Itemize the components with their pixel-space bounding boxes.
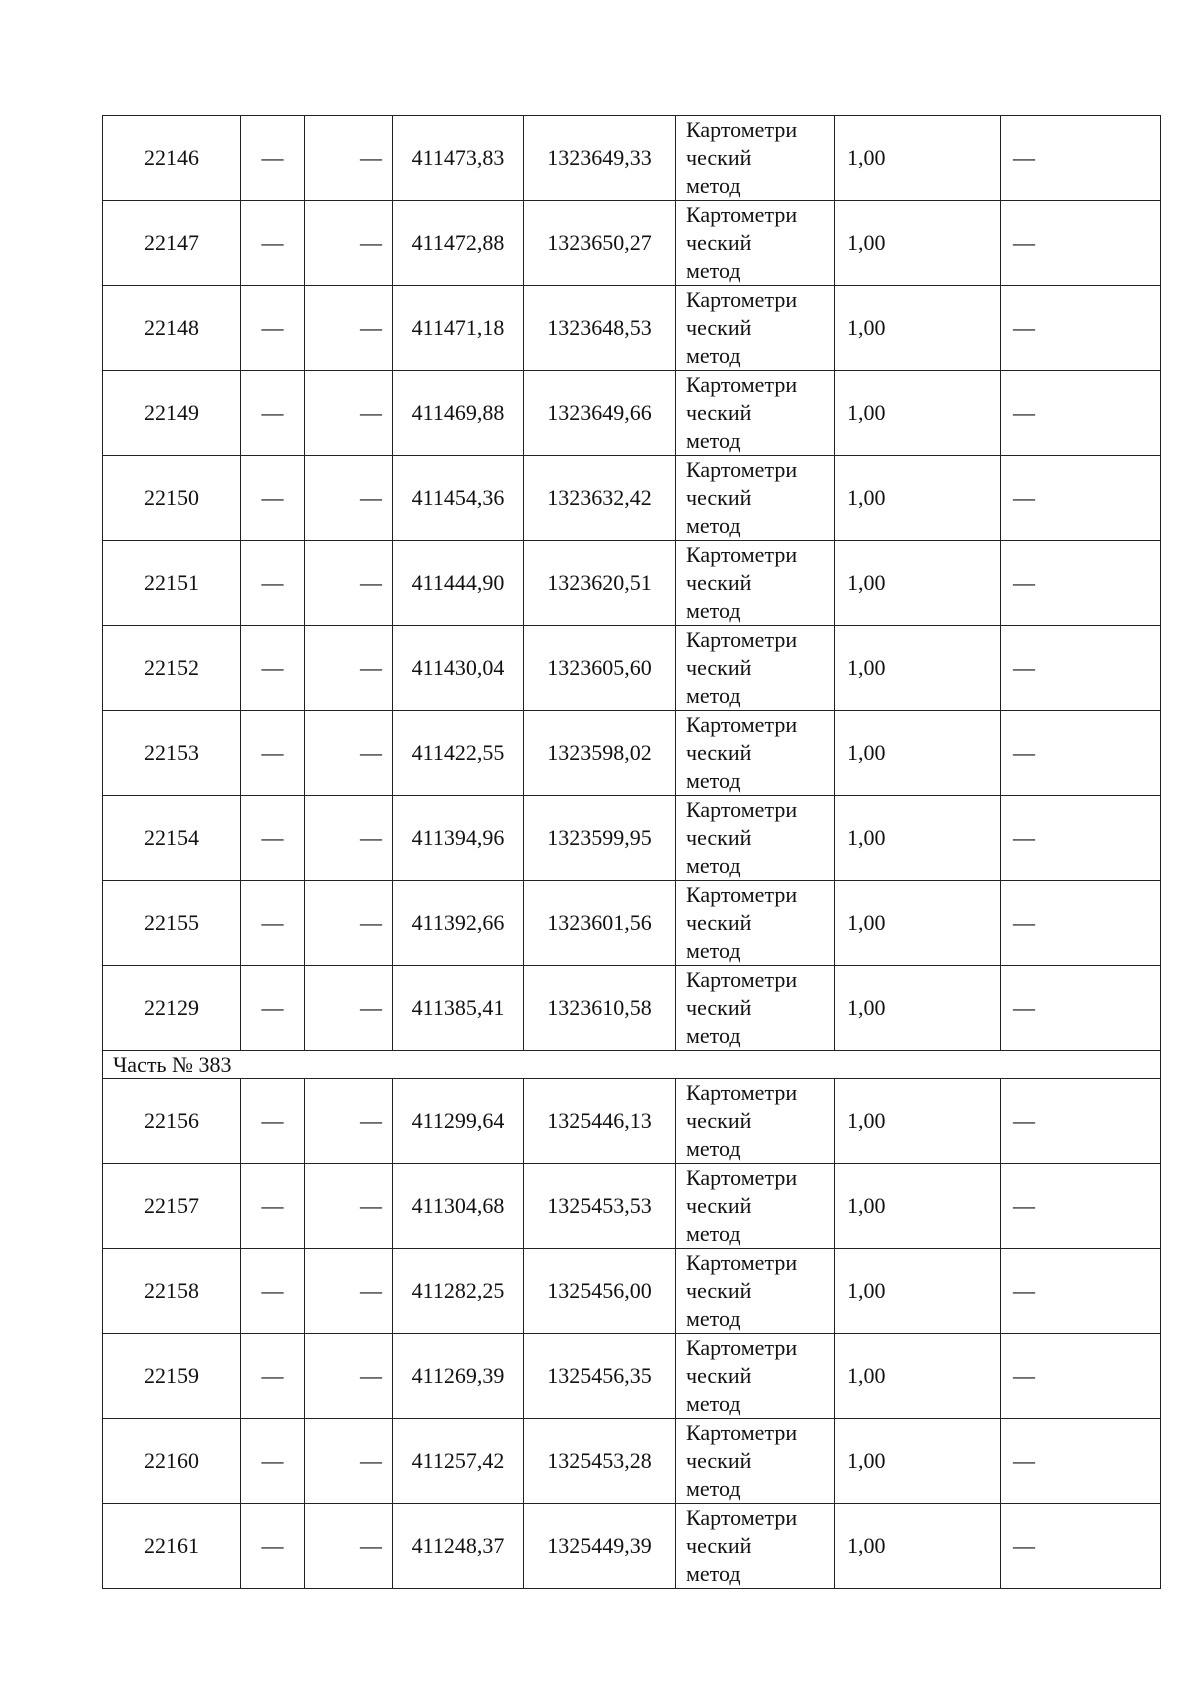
dash-cell: —	[241, 626, 305, 711]
dash-cell: —	[1001, 1164, 1161, 1249]
point-number-cell: 22149	[103, 371, 241, 456]
method-text: Картометри	[686, 1250, 798, 1275]
accuracy-cell: 1,00	[835, 541, 1001, 626]
method-cell	[676, 626, 835, 711]
y-coordinate-cell: 1325446,13	[524, 1079, 676, 1164]
accuracy-cell: 1,00	[835, 626, 1001, 711]
y-coordinate-cell: 1323605,60	[524, 626, 676, 711]
method-cell	[676, 541, 835, 626]
y-coordinate-cell: 1325453,53	[524, 1164, 676, 1249]
method-cell	[676, 1334, 835, 1419]
accuracy-cell: 1,00	[835, 371, 1001, 456]
dash-cell: —	[1001, 456, 1161, 541]
y-coordinate-cell: 1323648,53	[524, 286, 676, 371]
method-text: метод	[686, 1476, 741, 1501]
dash-cell: —	[1001, 201, 1161, 286]
y-coordinate-cell: 1323610,58	[524, 966, 676, 1051]
method-text: Картометри	[686, 882, 798, 907]
point-number-cell: 22154	[103, 796, 241, 881]
dash-cell: —	[1001, 626, 1161, 711]
point-number-cell: 22150	[103, 456, 241, 541]
x-coordinate-cell: 411472,88	[393, 201, 524, 286]
method-text: Картометри	[686, 1335, 798, 1360]
table-row	[103, 1419, 1161, 1504]
method-text: Картометри	[686, 1165, 798, 1190]
dash-cell: —	[305, 1419, 393, 1504]
dash-cell: —	[305, 796, 393, 881]
accuracy-cell: 1,00	[835, 1504, 1001, 1589]
dash-cell: —	[241, 1249, 305, 1334]
dash-cell: —	[241, 796, 305, 881]
table-row	[103, 966, 1161, 1051]
point-number-cell: 22158	[103, 1249, 241, 1334]
dash-cell: —	[305, 371, 393, 456]
x-coordinate-cell: 411269,39	[393, 1334, 524, 1419]
dash-cell: —	[305, 541, 393, 626]
method-text: ческий	[686, 1448, 752, 1473]
point-number-cell: 22153	[103, 711, 241, 796]
dash-cell: —	[305, 1334, 393, 1419]
y-coordinate-cell: 1323650,27	[524, 201, 676, 286]
point-number-cell: 22159	[103, 1334, 241, 1419]
method-text: Картометри	[686, 202, 798, 227]
point-number-cell: 22151	[103, 541, 241, 626]
table-row	[103, 1079, 1161, 1164]
dash-cell: —	[1001, 1334, 1161, 1419]
point-number-cell: 22148	[103, 286, 241, 371]
x-coordinate-cell: 411444,90	[393, 541, 524, 626]
method-text: метод	[686, 768, 741, 793]
point-number-cell: 22146	[103, 116, 241, 201]
dash-cell: —	[241, 286, 305, 371]
dash-cell: —	[241, 1334, 305, 1419]
accuracy-cell: 1,00	[835, 116, 1001, 201]
method-cell	[676, 966, 835, 1051]
table-row	[103, 1164, 1161, 1249]
x-coordinate-cell: 411392,66	[393, 881, 524, 966]
accuracy-cell: 1,00	[835, 1249, 1001, 1334]
method-text: Картометри	[686, 117, 798, 142]
dash-cell: —	[305, 116, 393, 201]
x-coordinate-cell: 411248,37	[393, 1504, 524, 1589]
accuracy-cell: 1,00	[835, 966, 1001, 1051]
point-number-cell: 22156	[103, 1079, 241, 1164]
dash-cell: —	[1001, 286, 1161, 371]
table-row	[103, 201, 1161, 286]
method-text: метод	[686, 1221, 741, 1246]
method-text: ческий	[686, 1533, 752, 1558]
method-cell	[676, 1419, 835, 1504]
method-cell	[676, 881, 835, 966]
x-coordinate-cell: 411385,41	[393, 966, 524, 1051]
dash-cell: —	[305, 286, 393, 371]
y-coordinate-cell: 1325449,39	[524, 1504, 676, 1589]
accuracy-cell: 1,00	[835, 881, 1001, 966]
method-text: ческий	[686, 1193, 752, 1218]
accuracy-cell: 1,00	[835, 1164, 1001, 1249]
table-row	[103, 711, 1161, 796]
dash-cell: —	[305, 626, 393, 711]
y-coordinate-cell: 1323649,66	[524, 371, 676, 456]
table-row	[103, 626, 1161, 711]
y-coordinate-cell: 1325456,00	[524, 1249, 676, 1334]
dash-cell: —	[305, 711, 393, 796]
dash-cell: —	[241, 1079, 305, 1164]
dash-cell: —	[305, 201, 393, 286]
dash-cell: —	[1001, 1419, 1161, 1504]
method-cell	[676, 1504, 835, 1589]
dash-cell: —	[241, 711, 305, 796]
method-text: ческий	[686, 995, 752, 1020]
method-text: метод	[686, 258, 741, 283]
y-coordinate-cell: 1323620,51	[524, 541, 676, 626]
method-text: ческий	[686, 825, 752, 850]
table-row	[103, 881, 1161, 966]
point-number-cell: 22129	[103, 966, 241, 1051]
method-text: ческий	[686, 570, 752, 595]
section-label: Часть № 383	[103, 1051, 1161, 1079]
table-row	[103, 456, 1161, 541]
x-coordinate-cell: 411430,04	[393, 626, 524, 711]
method-text: метод	[686, 1306, 741, 1331]
section-header-row	[103, 1051, 1161, 1079]
method-text: метод	[686, 343, 741, 368]
method-text: ческий	[686, 230, 752, 255]
method-text: ческий	[686, 145, 752, 170]
table-row	[103, 1249, 1161, 1334]
x-coordinate-cell: 411454,36	[393, 456, 524, 541]
method-cell	[676, 796, 835, 881]
table-row	[103, 1334, 1161, 1419]
method-text: ческий	[686, 1108, 752, 1133]
method-cell	[676, 1164, 835, 1249]
x-coordinate-cell: 411469,88	[393, 371, 524, 456]
x-coordinate-cell: 411473,83	[393, 116, 524, 201]
x-coordinate-cell: 411304,68	[393, 1164, 524, 1249]
accuracy-cell: 1,00	[835, 201, 1001, 286]
method-text: ческий	[686, 1363, 752, 1388]
method-text: ческий	[686, 400, 752, 425]
dash-cell: —	[241, 1164, 305, 1249]
method-text: Картометри	[686, 1505, 798, 1530]
method-text: метод	[686, 598, 741, 623]
accuracy-cell: 1,00	[835, 1334, 1001, 1419]
dash-cell: —	[305, 1079, 393, 1164]
dash-cell: —	[1001, 881, 1161, 966]
dash-cell: —	[305, 1164, 393, 1249]
method-cell	[676, 286, 835, 371]
method-text: Картометри	[686, 542, 798, 567]
y-coordinate-cell: 1323598,02	[524, 711, 676, 796]
table-row	[103, 371, 1161, 456]
method-text: Картометри	[686, 627, 798, 652]
method-text: ческий	[686, 485, 752, 510]
method-text: ческий	[686, 1278, 752, 1303]
point-number-cell: 22147	[103, 201, 241, 286]
dash-cell: —	[1001, 966, 1161, 1051]
y-coordinate-cell: 1325456,35	[524, 1334, 676, 1419]
coordinates-table	[102, 115, 1161, 1589]
method-text: Картометри	[686, 1080, 798, 1105]
x-coordinate-cell: 411394,96	[393, 796, 524, 881]
dash-cell: —	[241, 881, 305, 966]
x-coordinate-cell: 411422,55	[393, 711, 524, 796]
accuracy-cell: 1,00	[835, 796, 1001, 881]
table-row	[103, 541, 1161, 626]
dash-cell: —	[241, 966, 305, 1051]
table-row	[103, 796, 1161, 881]
x-coordinate-cell: 411257,42	[393, 1419, 524, 1504]
method-text: Картометри	[686, 287, 798, 312]
y-coordinate-cell: 1323649,33	[524, 116, 676, 201]
y-coordinate-cell: 1323599,95	[524, 796, 676, 881]
point-number-cell: 22152	[103, 626, 241, 711]
dash-cell: —	[1001, 116, 1161, 201]
method-text: Картометри	[686, 1420, 798, 1445]
point-number-cell: 22161	[103, 1504, 241, 1589]
method-cell	[676, 1249, 835, 1334]
method-text: метод	[686, 428, 741, 453]
dash-cell: —	[241, 371, 305, 456]
y-coordinate-cell: 1325453,28	[524, 1419, 676, 1504]
x-coordinate-cell: 411282,25	[393, 1249, 524, 1334]
accuracy-cell: 1,00	[835, 456, 1001, 541]
method-text: метод	[686, 938, 741, 963]
dash-cell: —	[305, 881, 393, 966]
dash-cell: —	[1001, 1079, 1161, 1164]
dash-cell: —	[241, 1504, 305, 1589]
accuracy-cell: 1,00	[835, 711, 1001, 796]
y-coordinate-cell: 1323601,56	[524, 881, 676, 966]
method-text: ческий	[686, 315, 752, 340]
accuracy-cell: 1,00	[835, 1419, 1001, 1504]
dash-cell: —	[1001, 1249, 1161, 1334]
dash-cell: —	[1001, 1504, 1161, 1589]
method-text: ческий	[686, 655, 752, 680]
dash-cell: —	[241, 116, 305, 201]
x-coordinate-cell: 411471,18	[393, 286, 524, 371]
method-text: Картометри	[686, 797, 798, 822]
method-text: метод	[686, 1391, 741, 1416]
method-text: метод	[686, 173, 741, 198]
accuracy-cell: 1,00	[835, 1079, 1001, 1164]
method-text: метод	[686, 513, 741, 538]
dash-cell: —	[1001, 371, 1161, 456]
dash-cell: —	[305, 1504, 393, 1589]
table-row	[103, 286, 1161, 371]
method-text: ческий	[686, 740, 752, 765]
dash-cell: —	[305, 456, 393, 541]
x-coordinate-cell: 411299,64	[393, 1079, 524, 1164]
method-text: ческий	[686, 910, 752, 935]
method-text: Картометри	[686, 372, 798, 397]
method-cell	[676, 1079, 835, 1164]
point-number-cell: 22160	[103, 1419, 241, 1504]
dash-cell: —	[1001, 796, 1161, 881]
method-cell	[676, 371, 835, 456]
method-cell	[676, 711, 835, 796]
method-text: Картометри	[686, 967, 798, 992]
table-row	[103, 1504, 1161, 1589]
method-text: метод	[686, 683, 741, 708]
method-cell	[676, 456, 835, 541]
dash-cell: —	[305, 966, 393, 1051]
dash-cell: —	[1001, 711, 1161, 796]
dash-cell: —	[305, 1249, 393, 1334]
method-cell	[676, 201, 835, 286]
coordinates-table-body	[103, 116, 1161, 1589]
dash-cell: —	[241, 541, 305, 626]
dash-cell: —	[241, 201, 305, 286]
method-text: метод	[686, 1136, 741, 1161]
accuracy-cell: 1,00	[835, 286, 1001, 371]
table-row	[103, 116, 1161, 201]
method-text: метод	[686, 853, 741, 878]
method-cell	[676, 116, 835, 201]
method-text: метод	[686, 1023, 741, 1048]
y-coordinate-cell: 1323632,42	[524, 456, 676, 541]
method-text: Картометри	[686, 457, 798, 482]
dash-cell: —	[1001, 541, 1161, 626]
dash-cell: —	[241, 456, 305, 541]
method-text: Картометри	[686, 712, 798, 737]
dash-cell: —	[241, 1419, 305, 1504]
point-number-cell: 22155	[103, 881, 241, 966]
point-number-cell: 22157	[103, 1164, 241, 1249]
method-text: метод	[686, 1561, 741, 1586]
